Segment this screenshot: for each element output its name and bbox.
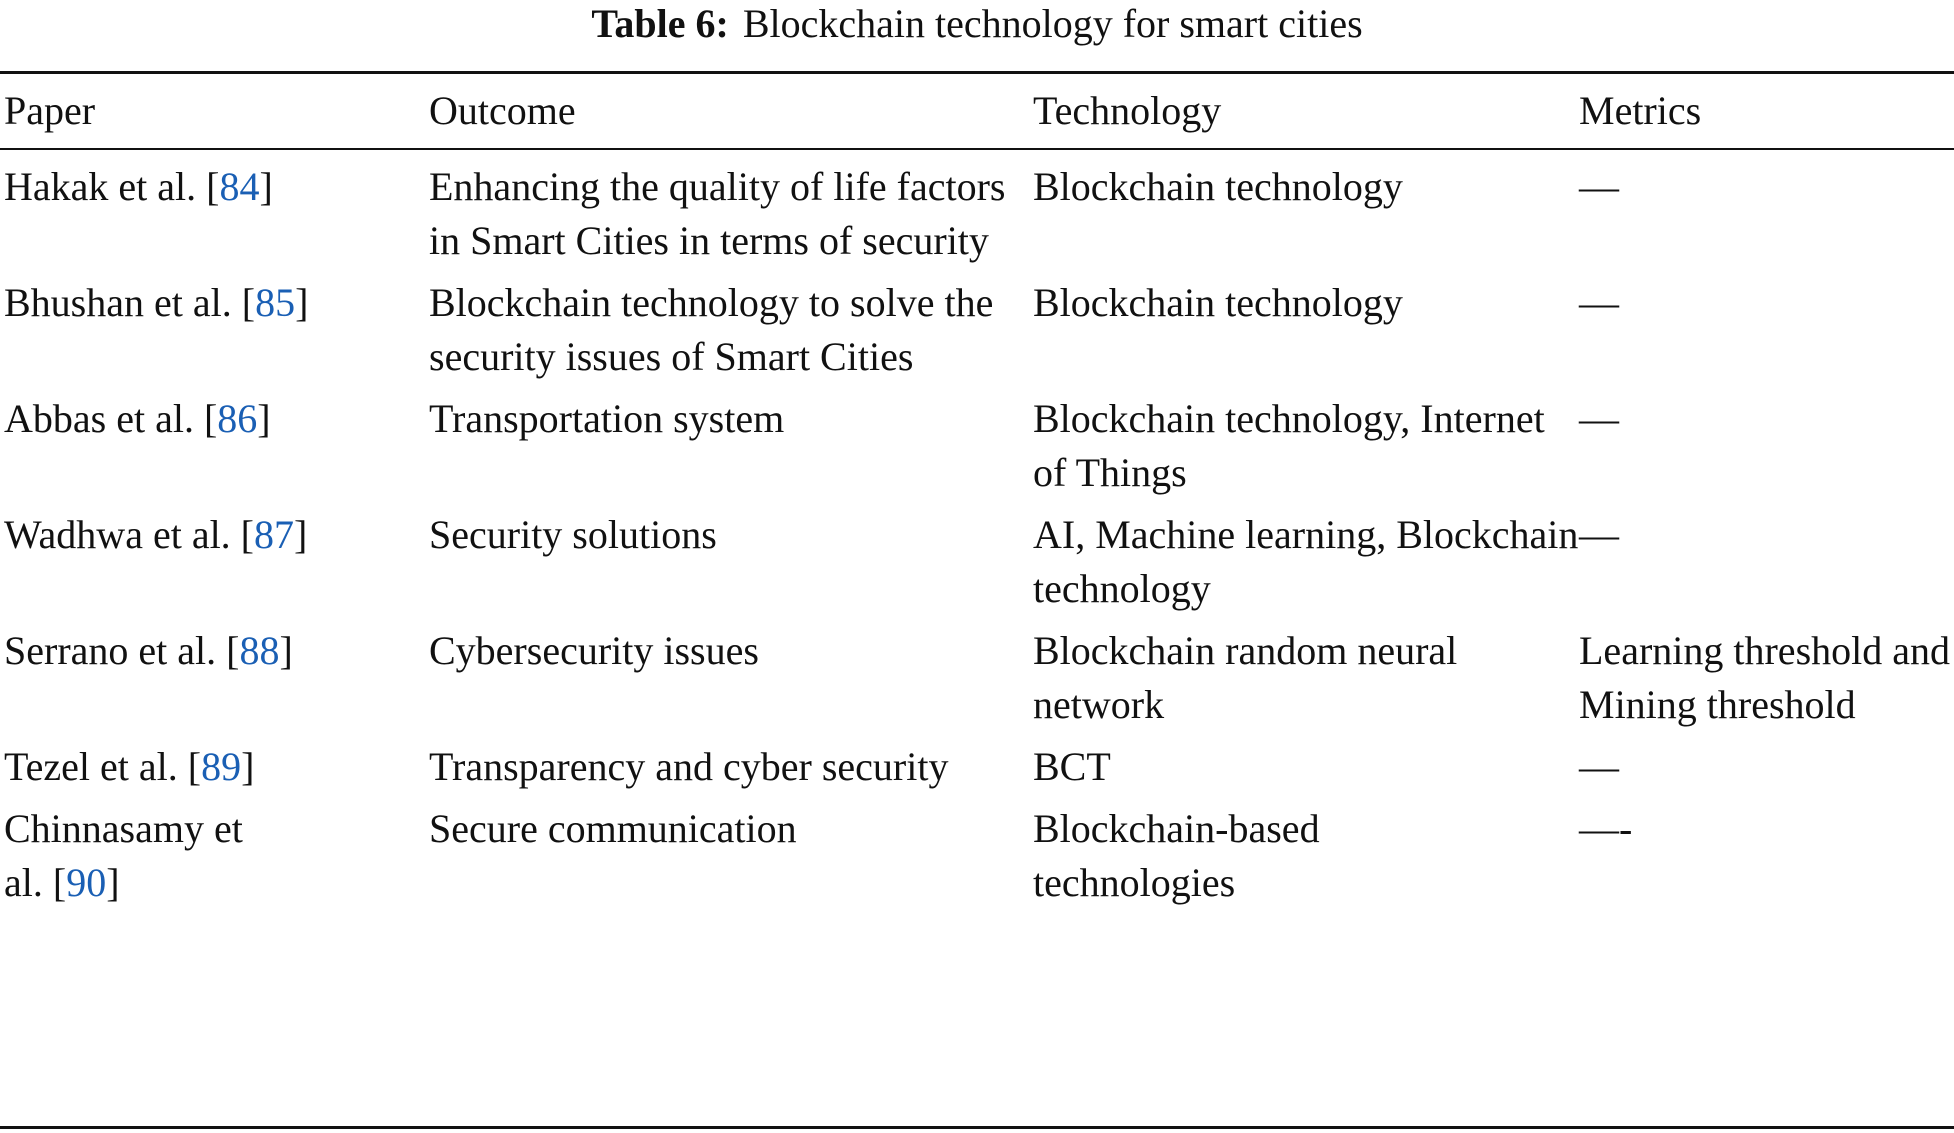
bracket-text: ] [257, 396, 271, 441]
outcome-cell: Transportation system [429, 396, 785, 441]
metrics-cell: — [1579, 164, 1619, 209]
metrics-cell: — [1579, 280, 1619, 325]
citation-link[interactable]: 86 [217, 396, 258, 441]
bottom-rule [0, 1126, 1954, 1129]
author-text: Chinnasamy et al. [ [4, 806, 243, 905]
bracket-text: ] [294, 512, 308, 557]
technology-cell: Blockchain technology [1033, 280, 1403, 325]
table-body [4, 160, 1954, 910]
outcome-cell: Enhancing the quality of life factors in Smart Cities in terms of security [429, 164, 1006, 263]
table-label: Table 6: [591, 1, 729, 46]
metrics-cell: — [1579, 396, 1619, 441]
author-text: Wadhwa et al. [ [4, 512, 254, 557]
paper-cell [4, 508, 429, 616]
outcome-cell: Security solutions [429, 512, 717, 557]
author-text: Hakak et al. [ [4, 164, 220, 209]
technology-cell: Blockchain random neural network [1033, 628, 1458, 727]
citation-link[interactable]: 89 [201, 744, 242, 789]
author-text: Tezel et al. [ [4, 744, 202, 789]
bracket-text: ] [259, 164, 273, 209]
author-text: Bhushan et al. [ [4, 280, 256, 325]
paper-cell [4, 160, 429, 268]
table-title: Blockchain technology for smart cities [742, 1, 1363, 46]
metrics-cell: — [1579, 744, 1619, 789]
metrics-cell: —- [1579, 806, 1633, 851]
outcome-cell: Transparency and cyber security [429, 744, 949, 789]
top-rule [0, 71, 1954, 74]
citation-link[interactable]: 85 [255, 280, 296, 325]
citation-link[interactable]: 84 [219, 164, 260, 209]
author-text: Abbas et al. [ [4, 396, 218, 441]
header-rule [0, 148, 1954, 150]
column-header-paper: Paper [4, 88, 96, 133]
citation-link[interactable]: 88 [239, 628, 280, 673]
author-text: Serrano et al. [ [4, 628, 240, 673]
paper-cell [4, 276, 429, 384]
outcome-cell: Cybersecurity issues [429, 628, 759, 673]
outcome-cell: Blockchain technology to solve the security issues of Smart Cities [429, 280, 994, 379]
technology-cell: Blockchain technology [1033, 164, 1403, 209]
paper-cell [4, 802, 429, 910]
bracket-text: ] [295, 280, 309, 325]
bracket-text: ] [241, 744, 255, 789]
metrics-cell: — [1579, 512, 1619, 557]
technology-cell: Blockchain-based technologies [1033, 806, 1320, 905]
citation-link[interactable]: 90 [66, 860, 107, 905]
table-caption [0, 0, 1954, 48]
outcome-cell: Secure communication [429, 806, 797, 851]
citation-link[interactable]: 87 [254, 512, 294, 557]
paper-cell [4, 624, 429, 732]
column-header-metrics: Metrics [1579, 88, 1702, 133]
table-header [4, 84, 1954, 138]
column-header-technology: Technology [1033, 88, 1222, 133]
column-header-outcome: Outcome [429, 88, 576, 133]
paper-cell [4, 740, 429, 794]
bracket-text: ] [279, 628, 293, 673]
technology-cell: BCT [1033, 744, 1111, 789]
technology-cell: AI, Machine learning, Blockchain technology [1033, 512, 1579, 611]
metrics-cell: Learning threshold and Mining threshold [1579, 628, 1950, 727]
bracket-text: ] [106, 860, 120, 905]
paper-cell [4, 392, 429, 500]
technology-cell: Blockchain technology, Internet of Things [1033, 396, 1545, 495]
